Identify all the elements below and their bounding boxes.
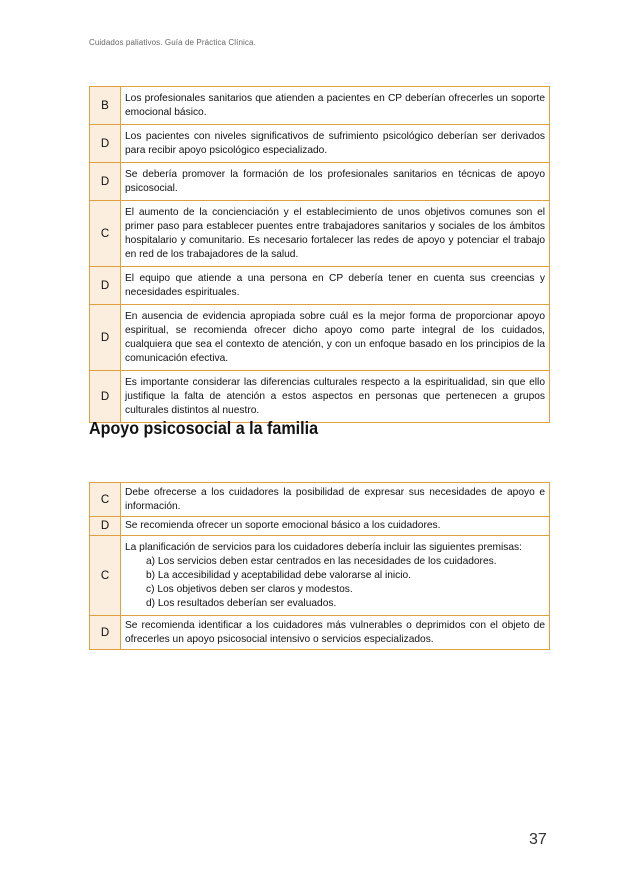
table-row <box>90 616 550 650</box>
table-row <box>90 201 550 267</box>
recommendation-text: Los profesionales sanitarios que atienden a pacientes en CP deberían ofrecerles un soporte emocional básico. <box>121 87 550 125</box>
grade-cell: D <box>90 517 121 536</box>
grade-cell: D <box>90 305 121 371</box>
planning-intro: La planificación de servicios para los cuidadores debería incluir las siguientes premisas: <box>125 541 522 553</box>
recommendations-table-2 <box>89 482 550 650</box>
grade-cell: D <box>90 125 121 163</box>
grade-cell: C <box>90 201 121 267</box>
grade-cell: D <box>90 371 121 423</box>
table-row <box>90 267 550 305</box>
list-item: d) Los resultados deberían ser evaluados. <box>146 597 337 609</box>
list-item: a) Los servicios deben estar centrados en las necesidades de los cuidadores. <box>146 555 497 567</box>
table-row <box>90 305 550 371</box>
recommendations-table-1 <box>89 86 550 423</box>
list-item: b) La accesibilidad y aceptabilidad debe valorarse al inicio. <box>146 569 412 581</box>
table-row <box>90 163 550 201</box>
recommendation-text: Se debería promover la formación de los profesionales sanitarios en técnicas de apoyo psicosocial. <box>121 163 550 201</box>
grade-cell: D <box>90 616 121 650</box>
table-row <box>90 517 550 536</box>
section-title: Apoyo psicosocial a la familia <box>89 418 319 438</box>
table-row <box>90 87 550 125</box>
page-number: 37 <box>529 831 547 848</box>
grade-cell: D <box>90 267 121 305</box>
recommendation-text: Debe ofrecerse a los cuidadores la posibilidad de expresar sus necesidades de apoyo e información. <box>121 483 550 517</box>
recommendation-text <box>121 536 550 616</box>
recommendation-text: Se recomienda ofrecer un soporte emocional básico a los cuidadores. <box>121 517 550 536</box>
grade-cell: D <box>90 163 121 201</box>
grade-cell: B <box>90 87 121 125</box>
table-row <box>90 536 550 616</box>
recommendation-text: El equipo que atiende a una persona en CP debería tener en cuenta sus creencias y necesidades espirituales. <box>121 267 550 305</box>
recommendation-text: En ausencia de evidencia apropiada sobre cuál es la mejor forma de proporcionar apoyo espiritual, se recomienda ofrecer dicho apoyo como parte integral de los cuidados, cualquiera que sea el contexto de atención, y con un enfoque basado en los principios de la comunicación efectiva. <box>121 305 550 371</box>
recommendation-text: Es importante considerar las diferencias culturales respecto a la espiritualidad, sin que ello justifique la falta de atención a estos aspectos en personas que pertenecen a grupos culturales distintos al nuestro. <box>121 371 550 423</box>
table-row <box>90 371 550 423</box>
table-row <box>90 125 550 163</box>
list-item: c) Los objetivos deben ser claros y modestos. <box>146 583 353 595</box>
grade-cell: C <box>90 536 121 616</box>
recommendation-text: Se recomienda identificar a los cuidadores más vulnerables o deprimidos con el objeto de ofrecerles un apoyo psicosocial intensivo o servicios especializados. <box>121 616 550 650</box>
recommendation-text: El aumento de la concienciación y el establecimiento de unos objetivos comunes son el primer paso para establecer puentes entre trabajadores sanitarios y sociales de los ámbitos hospitalario y comunitario. Es necesario fortalecer las redes de apoyo y potenciar el trabajo en red de los trabajadores de la salud. <box>121 201 550 267</box>
grade-cell: C <box>90 483 121 517</box>
recommendation-text: Los pacientes con niveles significativos de sufrimiento psicológico deberían ser derivados para recibir apoyo psicológico especializado. <box>121 125 550 163</box>
running-header: Cuidados paliativos. Guía de Práctica Clínica. <box>89 38 256 47</box>
table-row <box>90 483 550 517</box>
